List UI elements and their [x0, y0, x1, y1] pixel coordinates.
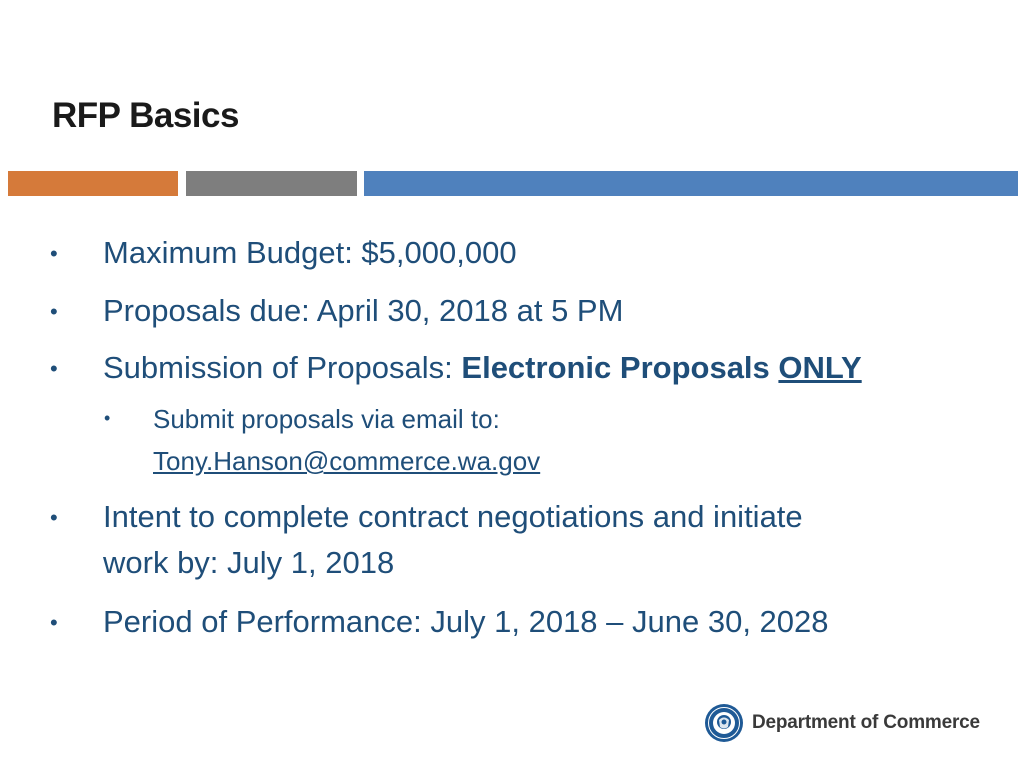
bullet-marker: •: [50, 610, 58, 635]
organization-name: Department of Commerce: [752, 712, 980, 733]
slide-title: RFP Basics: [52, 96, 239, 135]
list-item-due-date: Proposals due: April 30, 2018 at 5 PM: [103, 293, 624, 328]
intent-line-2: work by: July 1, 2018: [103, 545, 395, 580]
list-item-submission: [103, 345, 983, 391]
footer-logo: [704, 702, 980, 744]
bullet-marker: •: [50, 299, 58, 324]
washington-state-seal-icon: [704, 703, 744, 743]
bullet-marker: •: [50, 241, 58, 266]
list-item-budget: Maximum Budget: $5,000,000: [103, 235, 517, 270]
submission-method: Electronic Proposals: [461, 350, 779, 385]
sub-bullet-marker: •: [104, 408, 111, 428]
email-instructions-text: Submit proposals via email to:: [153, 404, 500, 434]
list-item-performance-period: Period of Performance: July 1, 2018 – June 30, 2028: [103, 604, 829, 639]
bullet-marker: •: [50, 505, 58, 530]
submission-only: ONLY: [778, 350, 862, 385]
email-link[interactable]: Tony.Hanson@commerce.wa.gov: [153, 446, 541, 476]
intent-line-1: Intent to complete contract negotiations and initiate: [103, 499, 803, 534]
list-item-intent: [103, 494, 983, 586]
bullet-marker: •: [50, 356, 58, 381]
list-item-email-instructions: [153, 398, 973, 482]
submission-prefix: Submission of Proposals:: [103, 350, 462, 385]
